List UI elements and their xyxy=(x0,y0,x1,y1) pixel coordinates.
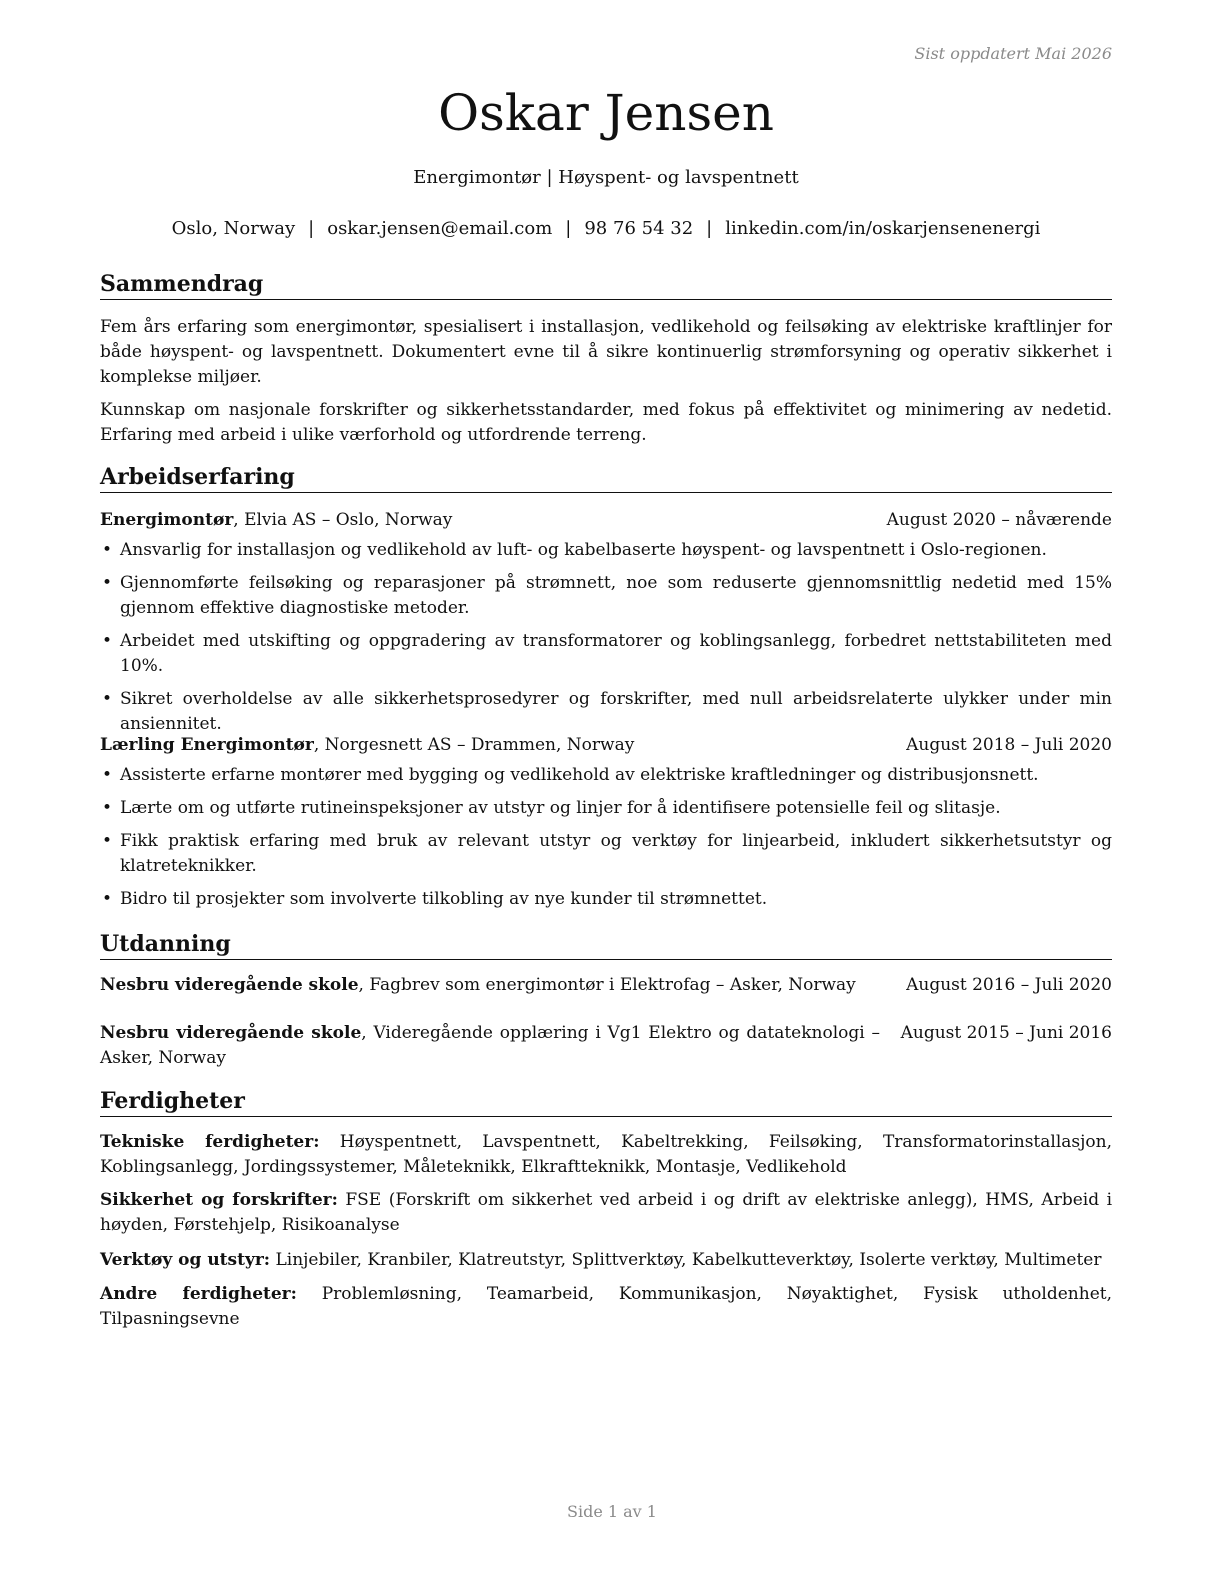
education-entry xyxy=(100,1021,1112,1071)
skill-text: Problemløsning, Teamarbeid, Kommunikasjon, Nøyaktighet, Fysisk utholdenhet, Tilpasningsevne xyxy=(100,1284,1112,1329)
job-header xyxy=(100,733,1112,758)
contact-location: Oslo, Norway xyxy=(171,218,296,239)
skill-group xyxy=(100,1130,1112,1180)
contact-email[interactable]: oskar.jensen@email.com xyxy=(327,218,553,239)
list-item: • Fikk praktisk erfaring med bruk av relevant utstyr og verktøy for linjearbeid, inkludert sikkerhetsutstyr og klatreteknikker. xyxy=(100,829,1112,879)
list-item: • Arbeidet med utskifting og oppgradering av transformatorer og koblingsanlegg, forbedret nettstabiliteten med 10%. xyxy=(100,629,1112,679)
job-header xyxy=(100,508,1112,533)
skill-group xyxy=(100,1248,1112,1273)
list-item: • Ansvarlig for installasjon og vedlikehold av luft- og kabelbaserte høyspent- og lavspentnett i Oslo-regionen. xyxy=(100,538,1112,563)
list-item: • Gjennomførte feilsøking og reparasjoner på strømnett, noe som reduserte gjennomsnittlig nedetid med 15% gjennom effektive diagnostiske metoder. xyxy=(100,571,1112,621)
job-title: Energimontør | Høyspent- og lavspentnett xyxy=(413,167,799,188)
skill-text: Høyspentnett, Lavspentnett, Kabeltrekking, Feilsøking, Transformatorinstallasjon, Koblingsanlegg, Jordingssystemer, Måleteknikk, Elkraftteknikk, Montasje, Vedlikehold xyxy=(100,1132,1112,1177)
education-school: Nesbru videregående skole xyxy=(100,1023,362,1043)
contact-separator: | xyxy=(706,218,713,239)
section-title-skills: Ferdigheter xyxy=(100,1087,1112,1117)
contact-phone: 98 76 54 32 xyxy=(584,218,694,239)
summary-paragraph: Kunnskap om nasjonale forskrifter og sikkerhetsstandarder, med fokus på effektivitet og minimering av nedetid. Erfaring med arbeid i ulike værforhold og utfordrende terreng. xyxy=(100,400,1112,445)
job-bullets xyxy=(100,763,1112,920)
last-updated: Sist oppdatert Mai 2026 xyxy=(914,44,1112,63)
list-item: • Sikret overholdelse av alle sikkerhetsprosedyrer og forskrifter, med null arbeidsrelaterte ulykker under min ansiennitet. xyxy=(100,687,1112,737)
skill-label: Andre ferdigheter: xyxy=(100,1284,297,1304)
education-dates: August 2015 – Juni 2016 xyxy=(900,1023,1112,1043)
contact-separator: | xyxy=(565,218,572,239)
job-bullets xyxy=(100,538,1112,745)
contact-line xyxy=(100,218,1112,239)
education-entry xyxy=(100,973,1112,998)
skill-label: Tekniske ferdigheter: xyxy=(100,1132,320,1152)
page-number: Side 1 av 1 xyxy=(567,1502,657,1521)
list-item: • Bidro til prosjekter som involverte tilkobling av nye kunder til strømnettet. xyxy=(100,887,1112,912)
education-detail: , Fagbrev som energimontør i Elektrofag – Asker, Norway xyxy=(358,975,856,995)
skill-text: Linjebiler, Kranbiler, Klatreutstyr, Splittverktøy, Kabelkutteverktøy, Isolerte verktøy, Multimeter xyxy=(270,1250,1102,1270)
summary-paragraph: Fem års erfaring som energimontør, spesialisert i installasjon, vedlikehold og feilsøking av elektriske kraftlinjer for både høyspent- og lavspentnett. Dokumentert evne til å sikre kontinuerlig strømforsyning og operativ sikkerhet i komplekse miljøer. xyxy=(100,317,1112,387)
job-employer: , Elvia AS – Oslo, Norway xyxy=(233,510,453,530)
skill-group xyxy=(100,1282,1112,1332)
skill-label: Sikkerhet og forskrifter: xyxy=(100,1190,338,1210)
job-role: Energimontør xyxy=(100,510,234,530)
job-dates: August 2020 – nåværende xyxy=(886,510,1112,530)
section-title-experience: Arbeidserfaring xyxy=(100,463,1112,493)
section-title-summary: Sammendrag xyxy=(100,270,1112,300)
contact-linkedin[interactable]: linkedin.com/in/oskarjensenenergi xyxy=(725,218,1041,239)
contact-separator: | xyxy=(308,218,315,239)
job-employer: , Norgesnett AS – Drammen, Norway xyxy=(313,735,635,755)
education-dates: August 2016 – Juli 2020 xyxy=(906,975,1112,995)
skill-label: Verktøy og utstyr: xyxy=(100,1250,271,1270)
skill-text: FSE (Forskrift om sikkerhet ved arbeid i og drift av elektriske anlegg), HMS, Arbeid i høyden, Førstehjelp, Risikoanalyse xyxy=(100,1190,1112,1235)
person-name: Oskar Jensen xyxy=(438,84,774,142)
job-dates: August 2018 – Juli 2020 xyxy=(906,735,1112,755)
skill-group xyxy=(100,1188,1112,1238)
education-detail: , Videregående opplæring i Vg1 Elektro og datateknologi – Asker, Norway xyxy=(100,1023,880,1068)
education-school: Nesbru videregående skole xyxy=(100,975,359,995)
list-item: • Assisterte erfarne montører med bygging og vedlikehold av elektriske kraftledninger og distribusjonsnett. xyxy=(100,763,1112,788)
list-item: • Lærte om og utførte rutineinspeksjoner av utstyr og linjer for å identifisere potensielle feil og slitasje. xyxy=(100,796,1112,821)
section-title-education: Utdanning xyxy=(100,930,1112,960)
job-role: Lærling Energimontør xyxy=(100,735,314,755)
